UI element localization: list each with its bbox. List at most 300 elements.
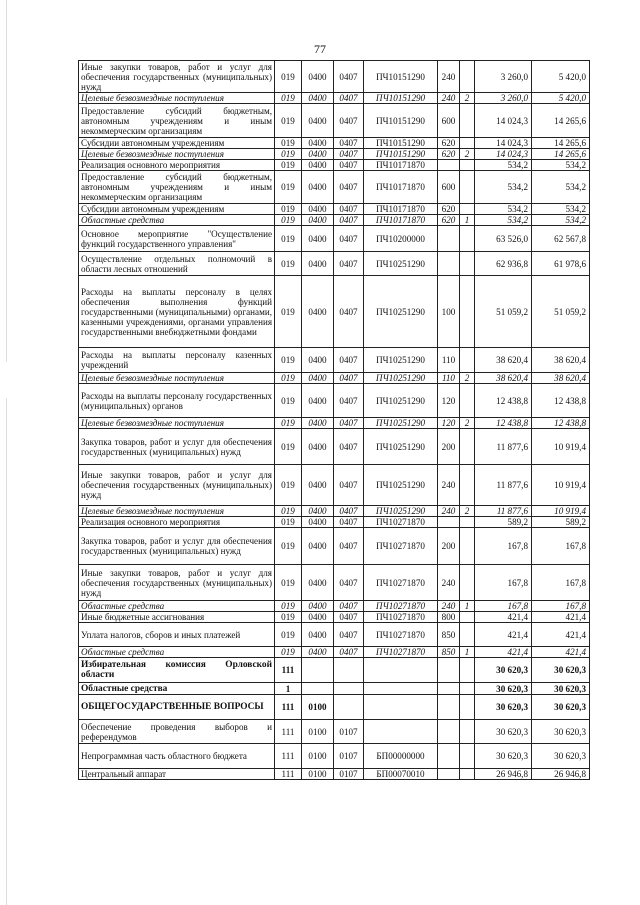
col-target-article: [364, 683, 438, 695]
col-ministry: 019: [275, 623, 302, 647]
row-name: Целевые безвозмездные поступления: [79, 373, 275, 384]
col-section: 0400: [302, 384, 334, 418]
col-source: 1: [460, 647, 475, 658]
col-target-article: ПЧ10271870: [364, 647, 438, 658]
col-section: 0100: [302, 695, 334, 720]
row-name: Реализация основного мероприятия: [79, 517, 275, 528]
col-source: [460, 429, 475, 465]
col-expense-type: 200: [438, 429, 460, 465]
col-subsection: 0407: [334, 215, 364, 226]
col-target-article: ПЧ10171870: [364, 160, 438, 171]
table-row: [79, 204, 590, 215]
col-target-article: ПЧ10271870: [364, 612, 438, 623]
col-subsection: 0107: [334, 744, 364, 769]
row-name: ОБЩЕГОСУДАРСТВЕННЫЕ ВОПРОСЫ: [79, 695, 275, 720]
col-ministry: 019: [275, 215, 302, 226]
col-section: 0100: [302, 769, 334, 780]
col-amount-year1: 14 024,3: [475, 138, 532, 149]
col-ministry: 019: [275, 517, 302, 528]
col-section: 0400: [302, 565, 334, 601]
col-expense-type: [438, 658, 460, 683]
col-target-article: [364, 658, 438, 683]
col-ministry: 019: [275, 418, 302, 429]
col-target-article: ПЧ10251290: [364, 348, 438, 373]
row-name: Областные средства: [79, 215, 275, 226]
col-amount-year2: 14 265,6: [532, 104, 590, 138]
col-amount-year2: 5 420,0: [532, 61, 590, 93]
col-source: 2: [460, 93, 475, 104]
col-target-article: ПЧ10151290: [364, 138, 438, 149]
col-source: [460, 226, 475, 252]
row-name: Закупка товаров, работ и услуг для обеспечения государственных (муниципальных) нужд: [79, 528, 275, 565]
col-expense-type: 600: [438, 171, 460, 204]
col-amount-year2: 10 919,4: [532, 429, 590, 465]
col-expense-type: 850: [438, 647, 460, 658]
col-source: [460, 658, 475, 683]
col-subsection: 0407: [334, 517, 364, 528]
col-source: [460, 612, 475, 623]
col-ministry: 111: [275, 695, 302, 720]
col-amount-year2: 421,4: [532, 612, 590, 623]
col-section: 0400: [302, 276, 334, 348]
col-target-article: ПЧ10171870: [364, 171, 438, 204]
col-source: [460, 276, 475, 348]
col-amount-year2: 30 620,3: [532, 744, 590, 769]
col-subsection: 0407: [334, 276, 364, 348]
col-expense-type: [438, 160, 460, 171]
row-name: Закупка товаров, работ и услуг для обеспечения государственных (муниципальных) нужд: [79, 429, 275, 465]
col-subsection: 0407: [334, 601, 364, 612]
col-section: 0400: [302, 601, 334, 612]
col-amount-year2: 12 438,8: [532, 418, 590, 429]
col-subsection: 0407: [334, 149, 364, 160]
col-expense-type: 620: [438, 138, 460, 149]
col-section: 0400: [302, 517, 334, 528]
col-amount-year2: 167,8: [532, 601, 590, 612]
table-row: [79, 418, 590, 429]
col-ministry: 111: [275, 744, 302, 769]
col-subsection: [334, 695, 364, 720]
col-section: 0400: [302, 138, 334, 149]
col-section: 0400: [302, 506, 334, 517]
col-target-article: [364, 695, 438, 720]
col-target-article: ПЧ10200000: [364, 226, 438, 252]
table-row: [79, 276, 590, 348]
col-target-article: ПЧ10151290: [364, 61, 438, 93]
col-target-article: ПЧ10171870: [364, 215, 438, 226]
col-amount-year1: 167,8: [475, 565, 532, 601]
col-expense-type: [438, 252, 460, 276]
col-source: [460, 171, 475, 204]
table-row: [79, 348, 590, 373]
col-amount-year2: 10 919,4: [532, 465, 590, 506]
col-ministry: 019: [275, 171, 302, 204]
row-name: Осуществление отдельных полномочий в области лесных отношений: [79, 252, 275, 276]
col-subsection: 0407: [334, 373, 364, 384]
col-section: 0400: [302, 204, 334, 215]
col-amount-year1: 3 260,0: [475, 61, 532, 93]
row-name: Уплата налогов, сборов и иных платежей: [79, 623, 275, 647]
col-expense-type: 240: [438, 465, 460, 506]
col-subsection: [334, 683, 364, 695]
col-expense-type: 240: [438, 93, 460, 104]
col-subsection: 0407: [334, 647, 364, 658]
col-section: 0100: [302, 744, 334, 769]
row-name: Расходы на выплаты персоналу государственных (муниципальных) органов: [79, 384, 275, 418]
col-ministry: 1: [275, 683, 302, 695]
col-ministry: 019: [275, 429, 302, 465]
col-subsection: 0407: [334, 506, 364, 517]
table-row: [79, 528, 590, 565]
col-amount-year1: 30 620,3: [475, 683, 532, 695]
col-target-article: ПЧ10151290: [364, 93, 438, 104]
col-ministry: 111: [275, 769, 302, 780]
table-row: [79, 623, 590, 647]
col-target-article: ПЧ10251290: [364, 506, 438, 517]
col-target-article: [364, 720, 438, 744]
col-expense-type: 620: [438, 204, 460, 215]
row-name: Иные закупки товаров, работ и услуг для обеспечения государственных (муниципальных) нужд: [79, 465, 275, 506]
table-row: [79, 517, 590, 528]
col-expense-type: [438, 226, 460, 252]
col-amount-year1: 30 620,3: [475, 658, 532, 683]
col-expense-type: 100: [438, 276, 460, 348]
col-source: [460, 138, 475, 149]
col-section: 0400: [302, 61, 334, 93]
row-name: Расходы на выплаты персоналу казенных учреждений: [79, 348, 275, 373]
col-subsection: 0407: [334, 348, 364, 373]
col-expense-type: 120: [438, 418, 460, 429]
table-row: [79, 601, 590, 612]
col-source: [460, 744, 475, 769]
col-subsection: 0407: [334, 384, 364, 418]
table-row: [79, 138, 590, 149]
row-name: Основное мероприятие "Осуществление функций государственного управления": [79, 226, 275, 252]
col-amount-year2: 421,4: [532, 623, 590, 647]
col-subsection: 0107: [334, 720, 364, 744]
col-amount-year2: 30 620,3: [532, 658, 590, 683]
col-section: 0400: [302, 429, 334, 465]
col-amount-year1: 167,8: [475, 601, 532, 612]
col-amount-year1: 11 877,6: [475, 465, 532, 506]
table-row: [79, 226, 590, 252]
row-name: Областные средства: [79, 683, 275, 695]
col-ministry: 019: [275, 506, 302, 517]
col-target-article: ПЧ10251290: [364, 429, 438, 465]
col-expense-type: 240: [438, 565, 460, 601]
col-source: [460, 623, 475, 647]
col-ministry: 019: [275, 104, 302, 138]
col-amount-year2: 167,8: [532, 565, 590, 601]
col-section: 0100: [302, 720, 334, 744]
col-ministry: 019: [275, 565, 302, 601]
col-expense-type: 800: [438, 612, 460, 623]
row-name: Целевые безвозмездные поступления: [79, 418, 275, 429]
col-section: 0400: [302, 465, 334, 506]
col-source: 1: [460, 215, 475, 226]
row-name: Целевые безвозмездные поступления: [79, 506, 275, 517]
col-subsection: 0407: [334, 465, 364, 506]
col-section: 0400: [302, 160, 334, 171]
table-row: [79, 149, 590, 160]
col-ministry: 019: [275, 384, 302, 418]
row-name: Субсидии автономным учреждениям: [79, 204, 275, 215]
table-row: [79, 612, 590, 623]
row-name: Иные закупки товаров, работ и услуг для обеспечения государственных (муниципальных) нужд: [79, 565, 275, 601]
col-section: 0400: [302, 149, 334, 160]
col-target-article: БП00070010: [364, 769, 438, 780]
col-amount-year1: 14 024,3: [475, 149, 532, 160]
scan-edge-line: [6, 0, 7, 905]
col-amount-year1: 38 620,4: [475, 373, 532, 384]
col-expense-type: 850: [438, 623, 460, 647]
col-subsection: 0407: [334, 61, 364, 93]
col-amount-year2: 38 620,4: [532, 373, 590, 384]
col-ministry: 019: [275, 528, 302, 565]
col-ministry: 019: [275, 612, 302, 623]
col-amount-year1: 30 620,3: [475, 695, 532, 720]
col-ministry: 019: [275, 138, 302, 149]
col-ministry: 019: [275, 647, 302, 658]
table-row: [79, 429, 590, 465]
budget-table: [78, 60, 590, 780]
col-expense-type: 240: [438, 601, 460, 612]
row-name: Иные бюджетные ассигнования: [79, 612, 275, 623]
col-amount-year2: 30 620,3: [532, 720, 590, 744]
row-name: Избирательная комиссия Орловской области: [79, 658, 275, 683]
col-expense-type: 110: [438, 373, 460, 384]
col-ministry: 019: [275, 252, 302, 276]
col-amount-year2: 62 567,8: [532, 226, 590, 252]
col-amount-year1: 12 438,8: [475, 418, 532, 429]
col-source: 2: [460, 373, 475, 384]
col-amount-year1: 26 946,8: [475, 769, 532, 780]
col-target-article: ПЧ10271870: [364, 565, 438, 601]
col-ministry: 019: [275, 465, 302, 506]
col-source: [460, 565, 475, 601]
col-amount-year1: 534,2: [475, 171, 532, 204]
col-amount-year1: 534,2: [475, 204, 532, 215]
col-expense-type: 240: [438, 506, 460, 517]
col-expense-type: [438, 683, 460, 695]
col-amount-year2: 51 059,2: [532, 276, 590, 348]
col-section: 0400: [302, 623, 334, 647]
col-amount-year2: 38 620,4: [532, 348, 590, 373]
col-section: 0400: [302, 348, 334, 373]
row-name: Иные закупки товаров, работ и услуг для обеспечения государственных (муниципальных) нужд: [79, 61, 275, 93]
table-row: [79, 769, 590, 780]
col-amount-year1: 51 059,2: [475, 276, 532, 348]
col-source: 2: [460, 149, 475, 160]
col-subsection: 0407: [334, 565, 364, 601]
col-target-article: ПЧ10251290: [364, 465, 438, 506]
col-amount-year2: 30 620,3: [532, 695, 590, 720]
col-ministry: 019: [275, 204, 302, 215]
col-section: [302, 683, 334, 695]
col-amount-year2: 14 265,6: [532, 138, 590, 149]
col-target-article: ПЧ10271870: [364, 601, 438, 612]
col-source: [460, 61, 475, 93]
col-subsection: 0407: [334, 160, 364, 171]
col-amount-year2: 534,2: [532, 171, 590, 204]
page-number: 77: [314, 42, 326, 56]
row-name: Расходы на выплаты персоналу в целях обеспечения выполнения функций государственными (муниципальными) органами, казенными учреждениями, органами управления государственными внебюджетными фондами: [79, 276, 275, 348]
col-amount-year1: 167,8: [475, 528, 532, 565]
col-amount-year1: 11 877,6: [475, 429, 532, 465]
col-target-article: ПЧ10251290: [364, 373, 438, 384]
col-section: 0400: [302, 647, 334, 658]
table-row: [79, 565, 590, 601]
col-section: [302, 658, 334, 683]
col-source: 2: [460, 506, 475, 517]
col-subsection: 0407: [334, 138, 364, 149]
col-expense-type: 110: [438, 348, 460, 373]
col-amount-year1: 30 620,3: [475, 720, 532, 744]
col-section: 0400: [302, 528, 334, 565]
col-expense-type: 620: [438, 149, 460, 160]
table-row: [79, 720, 590, 744]
table-row: [79, 61, 590, 93]
col-amount-year1: 11 877,6: [475, 506, 532, 517]
col-expense-type: 600: [438, 104, 460, 138]
col-subsection: 0407: [334, 528, 364, 565]
col-expense-type: 240: [438, 61, 460, 93]
col-amount-year2: 589,2: [532, 517, 590, 528]
col-target-article: БП00000000: [364, 744, 438, 769]
col-amount-year2: 5 420,0: [532, 93, 590, 104]
col-ministry: 019: [275, 276, 302, 348]
col-subsection: 0407: [334, 171, 364, 204]
row-name: Реализация основного мероприятия: [79, 160, 275, 171]
col-amount-year2: 14 265,6: [532, 149, 590, 160]
col-target-article: ПЧ10271870: [364, 623, 438, 647]
col-target-article: ПЧ10151290: [364, 104, 438, 138]
col-source: [460, 683, 475, 695]
col-amount-year2: 421,4: [532, 647, 590, 658]
col-amount-year1: 30 620,3: [475, 744, 532, 769]
col-amount-year2: 534,2: [532, 160, 590, 171]
table-row: [79, 252, 590, 276]
col-section: 0400: [302, 171, 334, 204]
row-name: Областные средства: [79, 601, 275, 612]
col-amount-year1: 12 438,8: [475, 384, 532, 418]
col-amount-year2: 12 438,8: [532, 384, 590, 418]
col-source: [460, 720, 475, 744]
table-row: [79, 744, 590, 769]
table-row: [79, 104, 590, 138]
col-source: [460, 160, 475, 171]
col-source: [460, 528, 475, 565]
col-section: 0400: [302, 612, 334, 623]
col-section: 0400: [302, 373, 334, 384]
col-amount-year1: 62 936,8: [475, 252, 532, 276]
col-source: [460, 204, 475, 215]
col-expense-type: [438, 695, 460, 720]
col-amount-year1: 421,4: [475, 647, 532, 658]
col-amount-year1: 589,2: [475, 517, 532, 528]
col-ministry: 019: [275, 93, 302, 104]
col-section: 0400: [302, 93, 334, 104]
col-subsection: 0407: [334, 252, 364, 276]
col-source: [460, 769, 475, 780]
col-source: [460, 348, 475, 373]
col-expense-type: [438, 720, 460, 744]
row-name: Целевые безвозмездные поступления: [79, 149, 275, 160]
col-target-article: ПЧ10251290: [364, 384, 438, 418]
col-ministry: 111: [275, 658, 302, 683]
col-ministry: 019: [275, 160, 302, 171]
row-name: Предоставление субсидий бюджетным, автономным учреждениям и иным некоммерческим организациям: [79, 171, 275, 204]
col-section: 0400: [302, 418, 334, 429]
table-row: [79, 373, 590, 384]
col-subsection: 0407: [334, 226, 364, 252]
table-row: [79, 695, 590, 720]
col-source: 2: [460, 418, 475, 429]
col-subsection: [334, 658, 364, 683]
table-body: [79, 61, 590, 780]
row-name: Непрограммная часть областного бюджета: [79, 744, 275, 769]
table-row: [79, 384, 590, 418]
col-amount-year1: 534,2: [475, 215, 532, 226]
col-subsection: 0407: [334, 612, 364, 623]
col-section: 0400: [302, 226, 334, 252]
table-row: [79, 465, 590, 506]
col-source: [460, 695, 475, 720]
col-target-article: ПЧ10171870: [364, 204, 438, 215]
table-row: [79, 506, 590, 517]
col-amount-year1: 421,4: [475, 623, 532, 647]
col-source: [460, 517, 475, 528]
col-ministry: 019: [275, 61, 302, 93]
col-amount-year2: 167,8: [532, 528, 590, 565]
col-amount-year1: 421,4: [475, 612, 532, 623]
table-row: [79, 93, 590, 104]
col-target-article: ПЧ10151290: [364, 149, 438, 160]
col-amount-year2: 30 620,3: [532, 683, 590, 695]
col-section: 0400: [302, 252, 334, 276]
col-amount-year1: 38 620,4: [475, 348, 532, 373]
col-expense-type: 120: [438, 384, 460, 418]
col-source: [460, 384, 475, 418]
col-ministry: 111: [275, 720, 302, 744]
col-ministry: 019: [275, 149, 302, 160]
col-amount-year2: 61 978,6: [532, 252, 590, 276]
col-amount-year2: 534,2: [532, 215, 590, 226]
table-row: [79, 171, 590, 204]
table-row: [79, 683, 590, 695]
col-source: 1: [460, 601, 475, 612]
col-target-article: ПЧ10251290: [364, 252, 438, 276]
col-subsection: 0107: [334, 769, 364, 780]
col-source: [460, 252, 475, 276]
col-section: 0400: [302, 104, 334, 138]
row-name: Предоставление субсидий бюджетным, автономным учреждениям и иным некоммерческим организациям: [79, 104, 275, 138]
col-subsection: 0407: [334, 204, 364, 215]
col-expense-type: 620: [438, 215, 460, 226]
table-row: [79, 215, 590, 226]
col-amount-year1: 63 526,0: [475, 226, 532, 252]
row-name: Обеспечение проведения выборов и референдумов: [79, 720, 275, 744]
table-row: [79, 658, 590, 683]
col-ministry: 019: [275, 373, 302, 384]
col-amount-year1: 14 024,3: [475, 104, 532, 138]
col-target-article: ПЧ10271870: [364, 528, 438, 565]
col-amount-year1: 534,2: [475, 160, 532, 171]
col-subsection: 0407: [334, 93, 364, 104]
row-name: Областные средства: [79, 647, 275, 658]
table-row: [79, 647, 590, 658]
col-ministry: 019: [275, 348, 302, 373]
